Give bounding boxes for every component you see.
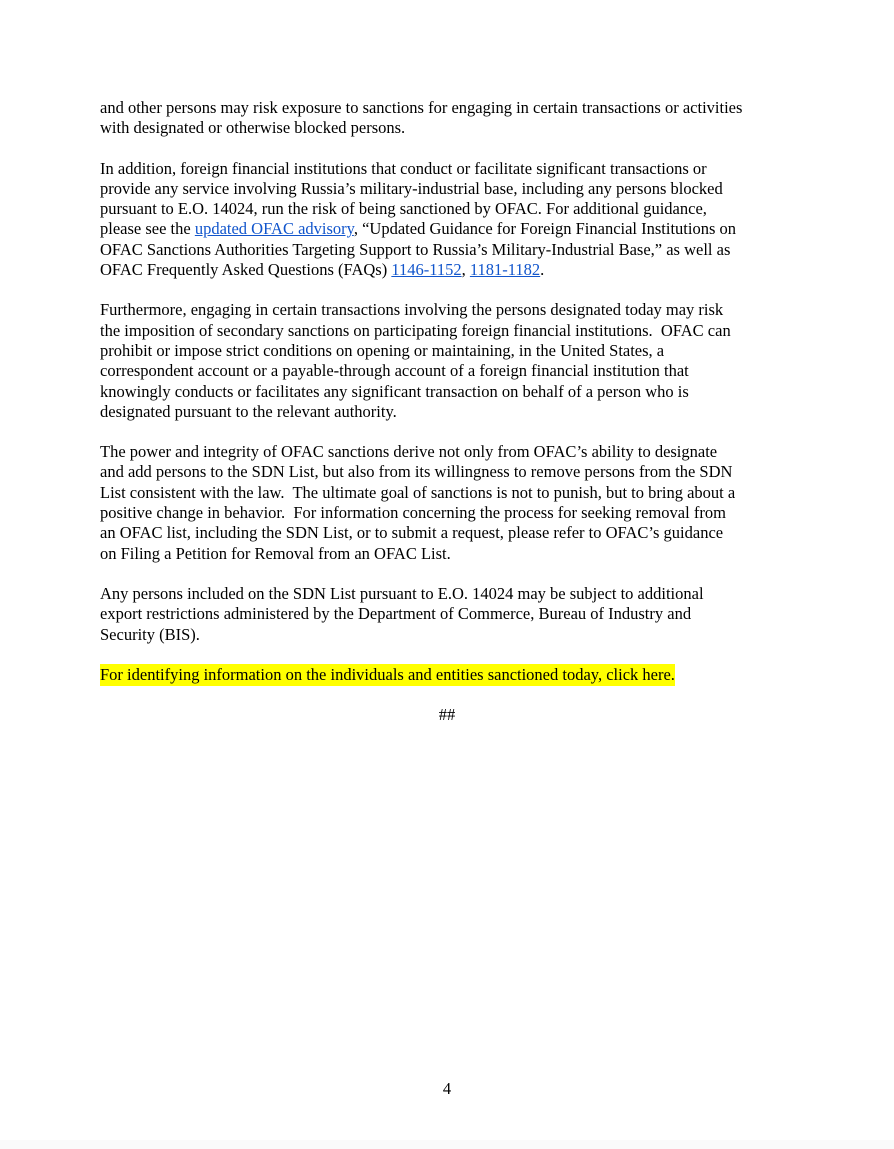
- text-line: [100, 118, 800, 138]
- text-line: [100, 483, 800, 503]
- text-segment: List consistent with the law. The ultimate goal of sanctions is not to punish, but to bring about a: [100, 482, 736, 502]
- paragraph-5: [100, 584, 800, 645]
- text-segment: correspondent account or a payable-through account of a foreign financial institution that: [100, 361, 689, 381]
- text-segment: prohibit or impose strict conditions on opening or maintaining, in the United States, a: [100, 340, 665, 360]
- text-line: [100, 382, 800, 402]
- text-line: [100, 544, 800, 564]
- text-segment: ,: [461, 260, 470, 280]
- text-segment: provide any service involving Russia’s military-industrial base, including any persons blocked: [100, 178, 723, 198]
- text-segment: , “Updated Guidance for Foreign Financial Institutions on: [353, 219, 737, 239]
- faq-1181-1182-link[interactable]: 1181-1182: [469, 260, 541, 280]
- text-line: [100, 625, 800, 645]
- text-segment: OFAC Sanctions Authorities Targeting Support to Russia’s Military-Industrial Base,” as well as: [100, 239, 731, 259]
- end-mark: ##: [438, 705, 456, 724]
- bottom-strip: [0, 1140, 894, 1149]
- document-body: [100, 98, 800, 705]
- text-line: [100, 199, 800, 219]
- text-segment: an OFAC list, including the SDN List, or to submit a request, please refer to OFAC’s guidance: [100, 523, 724, 543]
- text-segment: OFAC Frequently Asked Questions (FAQs): [100, 260, 392, 280]
- text-line: [100, 665, 800, 685]
- text-line: [100, 159, 800, 179]
- paragraph-2: [100, 159, 800, 281]
- faq-1146-1152-link[interactable]: 1146-1152: [391, 260, 462, 280]
- text-segment: the imposition of secondary sanctions on participating foreign financial institutions. OFAC can: [100, 320, 731, 340]
- updated-ofac-advisory-link[interactable]: updated OFAC advisory: [194, 219, 354, 239]
- text-line: [100, 260, 800, 280]
- text-line: [100, 584, 800, 604]
- paragraph-3: [100, 300, 800, 422]
- text-line: [100, 523, 800, 543]
- text-segment: export restrictions administered by the Department of Commerce, Bureau of Industry and: [100, 604, 692, 624]
- text-segment: For identifying information on the individuals and entities sanctioned today,: [100, 664, 607, 684]
- text-segment: knowingly conducts or facilitates any significant transaction on behalf of a person who is: [100, 381, 689, 401]
- text-segment: Security (BIS).: [100, 624, 200, 644]
- paragraph-4: [100, 442, 800, 564]
- text-line: [100, 503, 800, 523]
- page-number: 4: [442, 1079, 452, 1098]
- text-segment: Furthermore, engaging in certain transactions involving the persons designated today may risk: [100, 300, 724, 320]
- text-segment: pursuant to E.O. 14024, run the risk of being sanctioned by OFAC. For additional guidance,: [100, 199, 707, 219]
- text-line: [100, 98, 800, 118]
- text-line: [100, 402, 800, 422]
- text-line: [100, 321, 800, 341]
- text-line: [100, 240, 800, 260]
- click-here-link[interactable]: click here.: [606, 664, 675, 684]
- text-segment: with designated or otherwise blocked persons.: [100, 118, 406, 138]
- text-line: [100, 219, 800, 239]
- text-segment: and add persons to the SDN List, but also from its willingness to remove persons from the SDN: [100, 462, 733, 482]
- text-segment: please see the: [100, 219, 195, 239]
- text-segment: on Filing a Petition for Removal from an OFAC List.: [100, 543, 451, 563]
- text-line: [100, 442, 800, 462]
- text-segment: and other persons may risk exposure to sanctions for engaging in certain transactions or activities: [100, 98, 743, 117]
- text-line: [100, 361, 800, 381]
- paragraph-1: [100, 98, 800, 139]
- text-segment: The power and integrity of OFAC sanctions derive not only from OFAC’s ability to designate: [100, 442, 718, 462]
- text-line: [100, 341, 800, 361]
- paragraph-highlighted: [100, 665, 800, 685]
- text-segment: Any persons included on the SDN List pursuant to E.O. 14024 may be subject to additional: [100, 583, 704, 603]
- text-segment: positive change in behavior. For information concerning the process for seeking removal from: [100, 503, 726, 523]
- text-segment: In addition, foreign financial institutions that conduct or facilitate significant transactions or: [100, 158, 707, 178]
- text-line: [100, 179, 800, 199]
- text-segment: designated pursuant to the relevant authority.: [100, 401, 397, 421]
- text-line: [100, 300, 800, 320]
- text-line: [100, 462, 800, 482]
- text-line: [100, 604, 800, 624]
- text-segment: .: [540, 260, 545, 280]
